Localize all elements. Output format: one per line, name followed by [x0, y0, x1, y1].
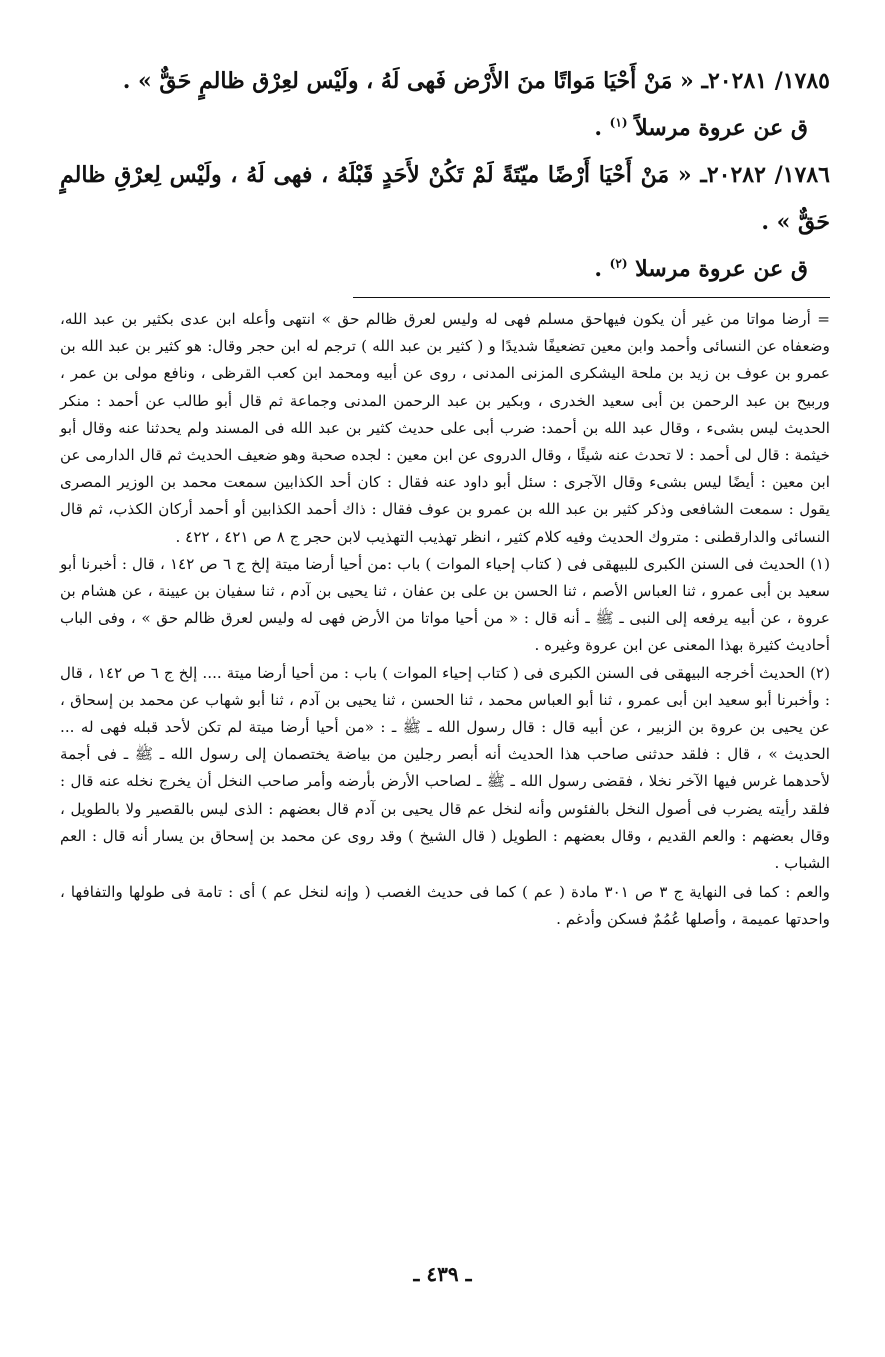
- hadith-text: « مَنْ أَحْيَا مَواتًا منَ الأَرْض فَهى لَهُ ، ولَيْس لعِرْق ظالمٍ حَقٌّ » .: [122, 68, 694, 94]
- hadith-number: ١٧٨٦/ ٢٠٢٨٢ـ: [700, 162, 830, 188]
- source-end: .: [594, 115, 610, 141]
- footnote-reference: (٢): [609, 256, 628, 271]
- hadith-number: ١٧٨٥/ ٢٠٢٨١ـ: [701, 68, 830, 94]
- hadith-source-2: [60, 246, 830, 293]
- page-body: [60, 58, 830, 934]
- source-text: ق عن عروة مرسلا: [635, 256, 808, 282]
- hadith-source-1: [60, 105, 830, 152]
- footnote-divider: [353, 297, 830, 298]
- footnote-1: (١) الحديث فى السنن الكبرى للبيهقى فى ( كتاب إحياء الموات ) باب :من أحيا أرضا ميتة إلخ ج ٦ ص ١٤٢ ، قال : أخبرنا أبو سعيد بن أبى عمرو ، ثنا العباس الأصم ، ثنا الحسن بن على بن عفان ، ثنا يحيى بن آدم ، ثنا سفيان بن عيينة ، عن هشام بن عروة ، عن أبيه يرفعه إلى النبى ـ ﷺ ـ أنه قال : « من أحيا مواتا من الأرض فهى له وليس لعرق ظالم حق » ، وفى الباب أحاديث كثيرة بهذا المعنى عن ابن عروة وغيره .: [60, 554, 830, 655]
- footnote-2-extra: والعم : كما فى النهاية ج ٣ ص ٣٠١ مادة ( عم ) كما فى حديث الغصب ( وإنه لنخل عم ) أى : تامة فى طولها والتفافها ، واحدتها عميمة ، وأصلها عُمُمٌ فسكن وأدغم .: [60, 883, 830, 929]
- page-number: ـ ٤٣٩ ـ: [413, 1262, 472, 1286]
- hadith-text: « مَنْ أَحْيَا أَرْضًا ميّتَةً لَمْ تَكُنْ لأَحَدٍ قَبْلَهُ ، فهى لَهُ ، ولَيْس لِعرْقِ ظالمٍ حَقٌّ » .: [60, 162, 830, 235]
- footnote-2: (٢) الحديث أخرجه البيهقى فى السنن الكبرى فى ( كتاب إحياء الموات ) باب : من أحيا أرضا ميتة .... إلخ ج ٦ ص ١٤٢ ، قال : وأخبرنا أبو سعيد ابن أبى عمرو ، ثنا أبو العباس محمد ، ثنا الحسن ، ثنا يحيى بن آدم ، ثنا أبو شهاب عن محمد بن إسحاق ، عن يحيى بن عروة بن الزبير ، عن أبيه قال : قال رسول الله ـ ﷺ ـ : «من أحيا أرضا ميتة لم تكن لأحد قبله فهى له ... الحديث » ، قال : فلقد حدثنى صاحب هذا الحديث أنه أبصر رجلين من بياضة يختصمان إلى رسول الله ـ ﷺ ـ فى أجمة لأحدهما غرس فيها الآخر نخلا ، فقضى رسول الله ـ ﷺ ـ لصاحب الأرض بأرضه وأمر صاحب النخل أن يخرج نخله عنه قال : فلقد رأيته يضرب فى أصول النخل بالفئوس وأنه لنخل عم قال يحيى بن آدم قال بعضهم : الذى ليس بالقصير ولا بالطويل ، وقال بعضهم : والعم القديم ، وقال بعضهم : الطويل ( قال الشيخ ) وقد روى عن محمد بن إسحاق بن يسار أنه قال : العم الشباب .: [60, 663, 830, 873]
- hadith-entry-1: [60, 58, 830, 105]
- footnote-reference: (١): [609, 115, 628, 130]
- footnote-continuation: = أرضا مواتا من غير أن يكون فيهاحق مسلم فهى له وليس لعرق ظالم حق » انتهى وأعله ابن عدى بكثير بن عبد الله، وضعفاه عن النسائى وأحمد وابن معين تضعيفًا شديدًا و ( كثير بن عبد الله ) ترجم له ابن حجر وقال: هو كثير بن عبد الله بن عمرو بن عوف بن زيد بن ملحة اليشكرى المزنى المدنى ، روى عن أبيه ومحمد ابن كعب القرظى ، ونافع مولى بن عمر ، وربيح بن عبد الرحمن بن أبى سعيد الخدرى ، وبكير بن عبد الرحمن المدنى وجماعة ثم قال أبو طالب عن أحمد : منكر الحديث ليس بشىء ، وقال عبد الله بن أحمد: ضرب أبى على حديث كثير بن عبد الله فى المسند ولم يحدثنا عنه وقال أبو خيثمة : قال لى أحمد : لا تحدث عنه شيئًا ، وقال الدروى عن ابن معين : لجده صحبة وهو ضعيف الحديث ثم قال الدارمى عن ابن معين : أيضًا ليس بشىء وقال الآجرى : سئل أبو داود عنه فقال : كان أحد الكذابين سمعت محمد بن الوزير المصرى يقول : سمعت الشافعى وذكر كثير بن عبد الله بن عمرو بن عوف فقال : ذاك أحمد الكذابين أو أحمد أركان الكذب، ثم قال النسائى والدارقطنى : متروك الحديث وفيه كلام كثير ، انظر تهذيب التهذيب لابن حجر ج ٨ ص ٤٢١ ، ٤٢٢ .: [60, 310, 830, 546]
- hadith-entry-2: [60, 152, 830, 246]
- source-text: ق عن عروة مرسلاً: [635, 115, 808, 141]
- footnotes-section: [60, 306, 830, 934]
- source-end: .: [594, 256, 610, 282]
